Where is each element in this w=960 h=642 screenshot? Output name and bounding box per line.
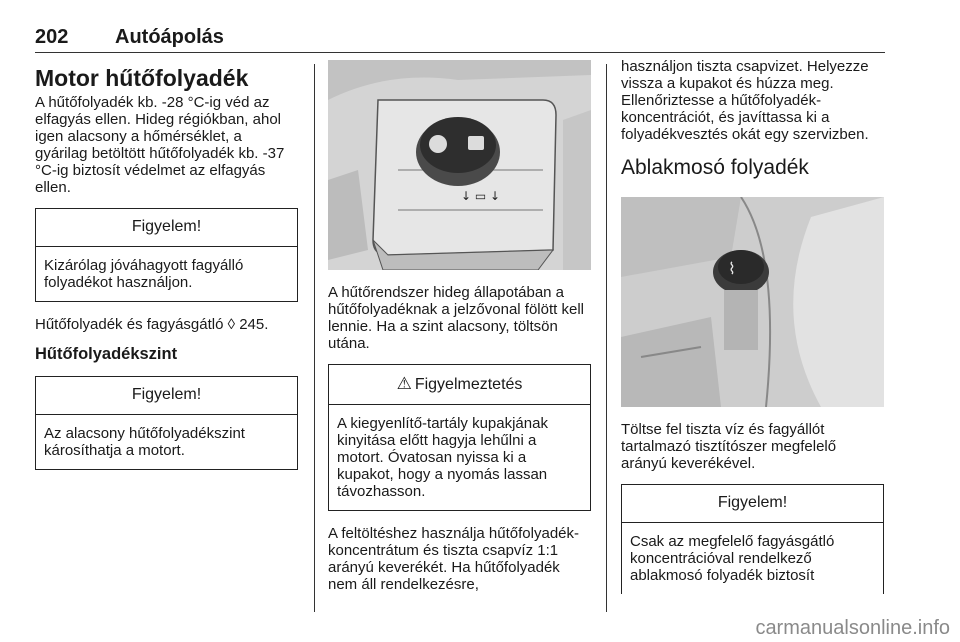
warning-triangle-icon: ⚠ xyxy=(396,374,412,393)
section-title: Autóápolás xyxy=(115,26,224,48)
column-divider xyxy=(606,64,607,612)
warning-heading xyxy=(329,365,590,405)
watermark: carmanualsonline.info xyxy=(755,617,950,639)
warning-heading-label: Figyelmeztetés xyxy=(414,376,523,393)
notice-heading: Figyelem! xyxy=(36,209,297,247)
coolant-title: Motor hűtőfolyadék xyxy=(35,65,249,91)
washer-instruction: Töltse fel tiszta víz és fagyállót tartalmazó tisztítószer megfelelő arányú keverékével. xyxy=(621,421,837,472)
warning-text: A kiegyenlítő-tartály kupakjának kinyitása előtt hagyja lehűlni a motort. Óvatosan nyissa ki a kupakot, hogy a nyomás lassan távozhasson. xyxy=(337,415,548,500)
reference-text: Hűtőfolyadék és fagyásgátló ◊ 245. xyxy=(35,316,269,333)
washer-fluid-illustration xyxy=(621,197,884,407)
notice-box xyxy=(35,376,298,470)
svg-text:↓ ▭ ↓: ↓ ▭ ↓ xyxy=(461,189,501,203)
continued-text: használjon tiszta csapvizet. Helyezze vissza a kupakot és húzza meg. Ellenőriztesse a hűtőfolyadék-koncentrációt, és javíttassa ki a folyadékvesztés okát egy szervizben. xyxy=(621,58,869,143)
level-instruction: A hűtőrendszer hideg állapotában a hűtőfolyadéknak a jelzővonal fölött kell lennie. Ha a szint alacsony, töltsön utána. xyxy=(328,284,584,352)
notice-box xyxy=(621,484,884,594)
fill-instruction: A feltöltéshez használja hűtőfolyadék-koncentrátum és tiszta csapvíz 1:1 arányú keverékét. Ha hűtőfolyadék nem áll rendelkezésre, xyxy=(328,525,579,593)
column-1 xyxy=(35,58,298,484)
coolant-reservoir-illustration xyxy=(328,60,591,270)
notice-heading: Figyelem! xyxy=(36,377,297,415)
svg-text:⌇: ⌇ xyxy=(728,259,736,278)
column-divider xyxy=(314,64,315,612)
notice-text: Csak az megfelelő fagyásgátló koncentrációval rendelkező ablakmosó folyadék biztosít xyxy=(630,533,835,584)
notice-text: Kizárólag jóváhagyott fagyálló folyadékot használjon. xyxy=(44,257,244,291)
header-rule xyxy=(35,52,885,53)
coolant-reservoir-drawing xyxy=(328,60,591,270)
washer-reservoir-drawing xyxy=(621,197,884,407)
warning-box xyxy=(328,364,591,511)
column-3 xyxy=(621,58,884,608)
notice-text: Az alacsony hűtőfolyadékszint károsíthatja a motort. xyxy=(44,425,245,459)
notice-box xyxy=(35,208,298,302)
coolant-level-heading: Hűtőfolyadékszint xyxy=(35,345,178,363)
notice-heading: Figyelem! xyxy=(622,485,883,523)
page-number: 202 xyxy=(35,26,69,48)
column-2 xyxy=(328,58,591,605)
washer-fluid-title: Ablakmosó folyadék xyxy=(621,156,809,179)
coolant-intro: A hűtőfolyadék kb. -28 °C-ig véd az elfagyás ellen. Hideg régiókban, ahol igen alacsony a hőmérséklet, a gyárilag betöltött hűtőfolyadék kb. -37 °C-ig biztosít védelmet az elfagyás ellen. xyxy=(35,94,285,196)
